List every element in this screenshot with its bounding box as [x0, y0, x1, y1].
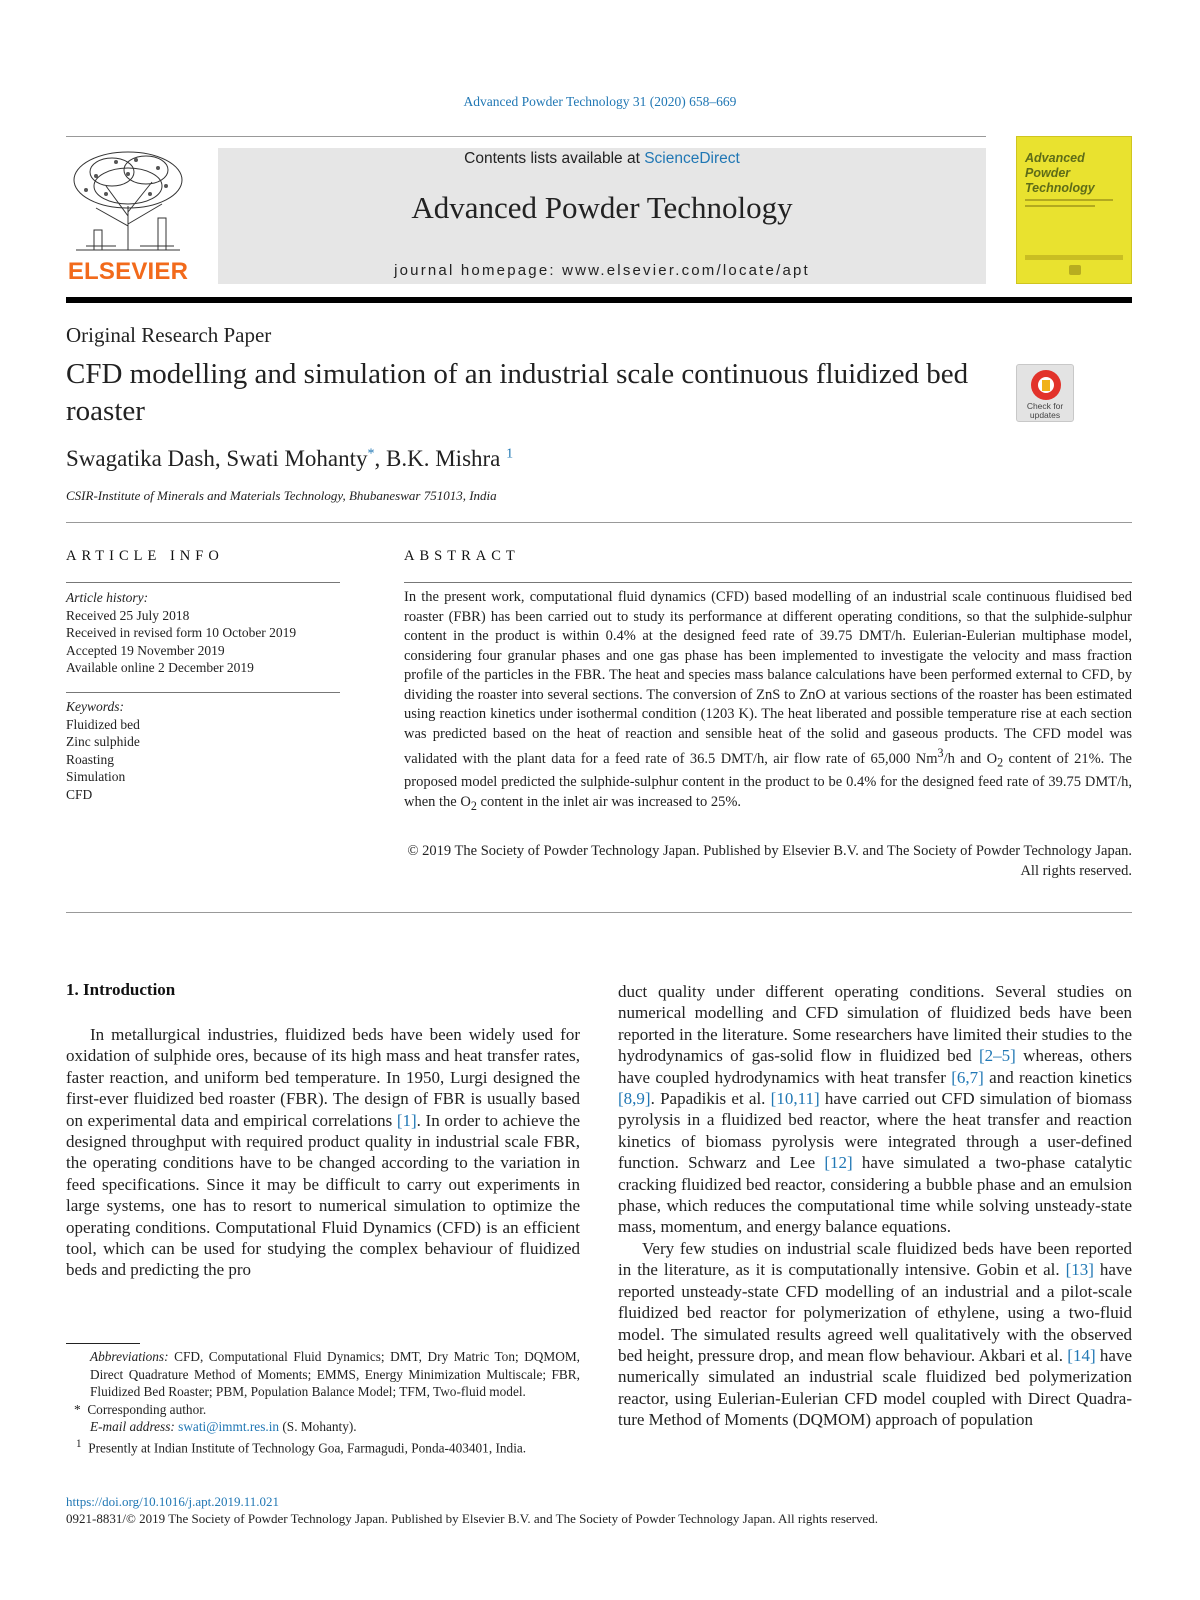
keyword-item: CFD — [66, 786, 93, 802]
footnote-email: E-mail address: swati@immt.res.in (S. Mohanty). — [90, 1419, 357, 1434]
elsevier-wordmark: ELSEVIER — [67, 258, 189, 285]
email-link[interactable]: swati@immt.res.in — [178, 1419, 280, 1434]
contents-prefix: Contents lists available at — [464, 150, 645, 167]
article-history — [66, 589, 340, 677]
sciencedirect-link[interactable]: ScienceDirect — [644, 150, 740, 167]
footnotes — [66, 1348, 580, 1456]
abstract-divider — [404, 582, 1132, 583]
history-item: Received in revised form 10 October 2019 — [66, 625, 297, 640]
body-column-right — [618, 981, 1132, 1431]
reference-link[interactable]: [2–5] — [979, 1046, 1016, 1066]
footnote-corresponding: * Corresponding author. — [74, 1401, 207, 1417]
article-history-label: Article history: — [66, 590, 149, 605]
reference-link[interactable]: [6,7] — [951, 1067, 984, 1087]
reference-link[interactable]: [13] — [1065, 1260, 1094, 1280]
paper-title: CFD modelling and simulation of an industrial scale continuous fluidized bed roaster — [66, 358, 969, 427]
abstract-end-divider — [66, 912, 1132, 913]
article-info-divider — [66, 582, 340, 583]
author-footnote-mark[interactable]: 1 — [506, 446, 514, 462]
contents-available-line — [218, 150, 986, 168]
keyword-item: Simulation — [66, 769, 126, 784]
affiliation-divider — [66, 522, 1132, 523]
footnote-mark: 1 — [76, 1437, 82, 1450]
section-heading-introduction: 1. Introduction — [66, 980, 176, 999]
article-info-heading: ARTICLE INFO — [66, 548, 224, 564]
author-name[interactable]: Swagatika Dash — [66, 446, 215, 471]
keyword-item: Zinc sulphide — [66, 734, 140, 749]
journal-citation-link[interactable]: Advanced Powder Technology 31 (2020) 658–669 — [463, 94, 737, 109]
issn-copyright-line: 0921-8831/© 2019 The Society of Powder Technology Japan. Published by Elsevier B.V. and The Society of Powder Technology Japan. All rights reserved. — [66, 1511, 879, 1526]
cover-footer-bar — [1025, 255, 1123, 260]
paragraph: duct quality under different operating conditions. Several studies on numerical modelling and CFD simulation of fluidized beds have been reported in the literature. Some researchers have limited their studies to the hydrodynamics of gas-solid flow in fluidized bed [2–5] whereas, others have coupled hydrodynamics with heat transfer [6,7] and reaction kinetics [8,9]. Papadikis et al. [10,11] have carried out CFD simulation of biomass pyrolysis in a fluidized bed reactor, where the heat transfer and reaction kinetics of biomass pyrolysis were integrated through a user-defined function. Schwarz and Lee [12] have simulated a two-phase catalytic cracking fluidized bed reactor, considering a bubble phase and an emulsion phase, which reduces the computational time while solving unsteady-state mass, momentum, and energy balance equations. — [618, 982, 1133, 1237]
crossmark-bookmark-icon — [1042, 380, 1050, 391]
keywords-list — [66, 698, 340, 803]
reference-link[interactable]: [12] — [824, 1153, 853, 1173]
reference-link[interactable]: [14] — [1067, 1345, 1096, 1365]
footnote-abbreviations: Abbreviations: CFD, Computational Fluid Dynamics; DMT, Dry Matric Ton; DQMOM, Direct Quadrature Method of Moments; EMMS, Energy Minimization Multiscale; FBR, Fluidized Bed Roaster; PBM, Population Balance Model; TFM, Two-fluid model. — [90, 1349, 580, 1399]
check-for-updates-button[interactable] — [1016, 364, 1074, 422]
footnote-mark: * — [74, 1401, 81, 1417]
header-thick-rule — [66, 297, 1132, 303]
body-column-left — [66, 1024, 580, 1281]
affiliation: CSIR-Institute of Minerals and Materials Technology, Bhubaneswar 751013, India — [66, 488, 497, 503]
cover-title: Advanced Powder Technology — [1025, 151, 1095, 195]
abstract-heading: ABSTRACT — [404, 548, 520, 564]
author-list: Swagatika Dash, Swati Mohanty*, B.K. Mishra $^1$ — [66, 446, 514, 471]
history-item: Available online 2 December 2019 — [66, 660, 254, 675]
cover-text-line — [1025, 199, 1113, 201]
check-for-updates-label: Check for updates — [1026, 401, 1064, 420]
journal-cover-thumbnail[interactable] — [1016, 136, 1132, 284]
keyword-item: Roasting — [66, 751, 115, 767]
reference-link[interactable]: [8,9] — [618, 1089, 651, 1109]
keywords-divider — [66, 692, 340, 693]
history-item: Accepted 19 November 2019 — [66, 642, 225, 658]
doi-link[interactable]: https://doi.org/10.1016/j.apt.2019.11.021 — [66, 1494, 280, 1509]
paragraph: Very few studies on industrial scale fluidized beds have been reported in the literature, as it is computationally intensive. Gobin et al. [13] have reported unsteady-state CFD modelling of an industrial and a pilot-scale fluidized bed reactor for polymerization of ethylene, using a two-fluid model. The simulated results agreed well qualitatively with the observed bed height, pressure drop, and mean flow behaviour. Akbari et al. [14] have numerically simulated an industrial scale fluidized bed polymerization reactor, using Eulerian-Eulerian CFD model coupled with Direct Quadrature Method of Moments (DQMOM) approach of population — [618, 1238, 1132, 1430]
crossmark-icon — [1031, 370, 1061, 400]
author-name[interactable]: B.K. Mishra — [386, 446, 501, 471]
footnote-rule — [66, 1343, 140, 1344]
author-name[interactable]: Swati Mohanty — [226, 446, 368, 471]
footnote-1: $^1$ Presently at Indian Institute of Technology Goa, Farmagudi, Ponda-403401, India. — [76, 1437, 527, 1455]
history-item: Received 25 July 2018 — [66, 607, 190, 623]
reference-link[interactable]: [1] — [396, 1110, 417, 1130]
abstract-text: In the present work, computational fluid dynamics (CFD) based modelling of an industrial scale continuous fluidised bed roaster (FBR) has been carried out to study its performance at different operating conditions, so that the sulphide-sulphur content in the product is within 0.4% at the designed feed rate of 39.75 DMT/h. Eulerian-Eulerian multiphase model, considering four granular phases and one gas phase has been implemented to investigate the velocity and mass fraction profile of the particles in the FBR. The heat and species mass balance calculations have been performed external to CFD, by dividing the roaster into several sections. The conversion of ZnS to ZnO at various sections of the roaster has been estimated using reaction kinetics under isothermal condition (1203 K). The heat liberated and possible temperature rise at each section was predicted based on the heat of reaction and sensible heat of the solid and gaseous products. The CFD model was validated with the plant data for a feed rate of 36.5 DMT/h, air flow rate of 65,000 Nm$^3$/h and $O_2$ content of 21%. The proposed model predicted the sulphide-sulphur content in the product to be 0.4% for the designed feed rate of 39.75 DMT/h, when the $O_2$ content in the inlet air was increased to 25%. — [404, 589, 1132, 813]
cover-text-line — [1025, 205, 1095, 207]
abstract-copyright: © 2019 The Society of Powder Technology Japan. Published by Elsevier B.V. and The Society of Powder Technology Japan. All rights reserved. — [407, 843, 1132, 879]
paper-type: Original Research Paper — [66, 323, 272, 347]
keyword-item: Fluidized bed — [66, 716, 140, 732]
cover-publisher-icon — [1069, 265, 1081, 275]
corresponding-author-mark[interactable]: * — [367, 446, 375, 462]
keywords-label: Keywords: — [66, 699, 124, 714]
reference-link[interactable]: [10,11] — [770, 1089, 820, 1109]
journal-name: Advanced Powder Technology — [411, 190, 793, 225]
paragraph: In metallurgical industries, fluidized beds have been widely used for oxidation of sulphide ores, because of its high mass and heat transfer rates, faster reaction, and uniform bed temperature. In 1950, Lurgi designed the first-ever fluidized bed roaster (FBR). The design of FBR is usually based on experimental data and empirical correlations [1]. In order to achieve the designed throughput with required product quality in industrial scale FBR, the operating conditions have to be changed according to the variation in feed specifications. Since it may be difficult to carry out experiments in large systems, one has to resort to numerical simulation to optimize the operating conditions. Computational Fluid Dynamics (CFD) is an efficient tool, which can be used for studying the complex behaviour of fluidized beds and predicting the pro — [66, 1025, 580, 1280]
header-divider — [66, 136, 986, 137]
journal-homepage[interactable]: journal homepage: www.elsevier.com/locate/apt — [394, 262, 810, 279]
